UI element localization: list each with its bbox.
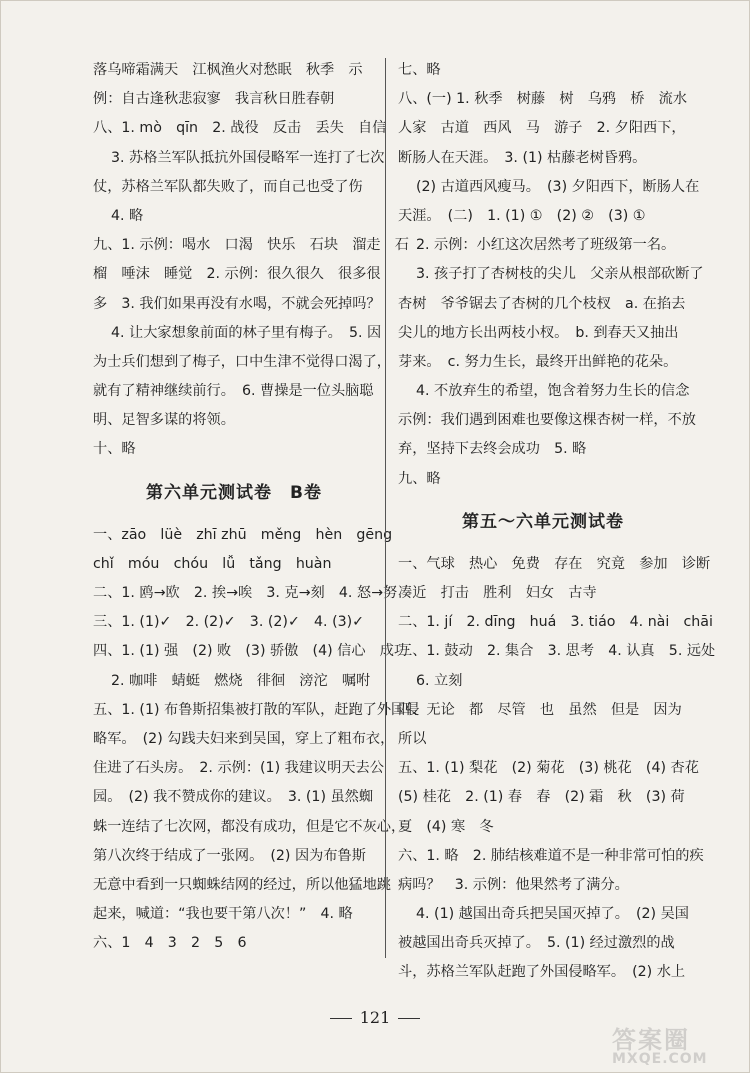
- answer-line: 五、1. (1) 布鲁斯招集被打散的军队，赶跑了外国侵: [93, 701, 420, 718]
- answer-line: 第八次终于结成了一张网。 (2) 因为布鲁斯: [93, 847, 366, 864]
- answer-line: 4. 略: [111, 207, 144, 224]
- answer-line: 榴 唾沫 睡觉 2. 示例：很久很久 很多很: [93, 266, 381, 283]
- answer-line: 6. 立刻: [416, 672, 463, 689]
- answer-line: 人家 古道 西风 马 游子 2. 夕阳西下，: [398, 120, 686, 137]
- answer-line: 四、1. (1) 强 (2) 败 (3) 骄傲 (4) 信心 成功: [93, 643, 409, 660]
- page-number: 121: [359, 1008, 391, 1027]
- answer-line: 4. (1) 越国出奇兵把吴国灭掉了。 (2) 吴国: [416, 906, 689, 923]
- answer-line: 一、气球 热心 免费 存在 究竟 参加 诊断: [398, 555, 711, 572]
- answer-line: 七、略: [398, 62, 441, 78]
- answer-line: 二、1. 鸥→欧 2. 挨→唉 3. 克→刻 4. 怒→努: [93, 585, 398, 601]
- answer-line: 尖儿的地方长出两枝小杈。 b. 到春天又抽出: [398, 324, 679, 341]
- section-title: 第六单元测试卷 B卷: [146, 482, 322, 503]
- answer-line: 3. 苏格兰军队抵抗外国侵略军一连打了七次: [111, 149, 385, 166]
- answer-line: 弃，坚持下去终会成功 5. 略: [398, 441, 587, 458]
- answer-line: 八、1. mò qīn 2. 战役 反击 丢失 自信: [93, 120, 387, 137]
- answer-line: 略军。 (2) 勾践夫妇来到吴国，穿上了粗布衣，: [93, 730, 395, 747]
- answer-line: 2. 示例：小红这次居然考了班级第一名。: [416, 237, 676, 254]
- footer-dash-right: [398, 1018, 420, 1019]
- answer-line: 九、略: [398, 470, 441, 487]
- answer-line: 无意中看到一只蜘蛛结网的经过，所以他猛地跳: [93, 876, 391, 893]
- answer-line: 一、zāo lüè zhī zhū měng hèn gēng: [93, 526, 393, 543]
- answer-line: 病吗？ 3. 示例：他果然考了满分。: [398, 876, 629, 893]
- answer-line: 所以: [398, 730, 427, 747]
- answer-line: 三、1. (1)✓ 2. (2)✓ 3. (2)✓ 4. (3)✓: [93, 614, 365, 631]
- answer-line: 二、1. jí 2. dīng huá 3. tiáo 4. nài chāi: [398, 614, 713, 631]
- answer-line: 六、1. 略 2. 肺结核难道不是一种非常可怕的疾: [398, 847, 704, 864]
- answer-line: (2) 古道西风瘦马。 (3) 夕阳西下，断肠人在: [416, 178, 700, 195]
- answer-line: 例：自古逢秋悲寂寥 我言秋日胜春朝: [93, 91, 335, 108]
- watermark-bottom-text: MXQE.COM: [612, 1051, 708, 1067]
- answer-line: 仗，苏格兰军队都失败了，而自己也受了伤: [93, 178, 363, 195]
- answer-line: 杏树 爷爷锯去了杏树的几个枝杈 a. 在掐去: [398, 295, 686, 312]
- answer-line: 2. 咖啡 蜻蜓 燃烧 徘徊 滂沱 嘱咐: [111, 672, 371, 689]
- section-title: 第五～六单元测试卷: [462, 511, 624, 532]
- watermark-logo: [612, 1020, 736, 1066]
- answer-line: 五、1. (1) 梨花 (2) 菊花 (3) 桃花 (4) 杏花: [398, 760, 699, 777]
- answer-line: chǐ móu chóu lǚ tǎng huàn: [93, 555, 332, 572]
- answer-line: 住进了石头房。 2. 示例：(1) 我建议明天去公: [93, 760, 384, 777]
- answer-line: 夏 (4) 寒 冬: [398, 818, 494, 835]
- answer-line: 八、(一) 1. 秋季 树藤 树 乌鸦 桥 流水: [398, 91, 688, 108]
- answer-line: 示例：我们遇到困难也要像这棵杏树一样，不放: [398, 412, 696, 429]
- answer-line: 园。 (2) 我不赞成你的建议。 3. (1) 虽然蜘: [93, 789, 374, 806]
- answer-line: 斗，苏格兰军队赶跑了外国侵略军。 (2) 水上: [398, 964, 686, 981]
- answer-line: 起来，喊道：“我也要干第八次！” 4. 略: [93, 906, 353, 923]
- watermark-top-text: 答案圈: [612, 1026, 690, 1054]
- answer-line: 4. 让大家想象前面的林子里有梅子。 5. 因: [111, 324, 382, 341]
- answer-line: 断肠人在天涯。 3. (1) 枯藤老树昏鸦。: [398, 149, 647, 166]
- answer-line: 六、1 4 3 2 5 6: [93, 935, 247, 952]
- answer-line: 就有了精神继续前行。 6. 曹操是一位头脑聪: [93, 383, 374, 400]
- answer-line: 明、足智多谋的将领。: [93, 412, 235, 429]
- answer-line: 落乌啼霜满天 江枫渔火对愁眠 秋季 示: [93, 62, 363, 78]
- right-column: [398, 56, 716, 988]
- answer-line: 4. 不放弃生的希望，饱含着努力生长的信念: [416, 383, 690, 400]
- answer-line: 三、1. 鼓动 2. 集合 3. 思考 4. 认真 5. 远处: [398, 643, 716, 660]
- answer-line: 3. 孩子打了杏树枝的尖儿 父亲从根部砍断了: [416, 266, 704, 283]
- answer-line: 四、无论 都 尽管 也 虽然 但是 因为: [398, 701, 682, 718]
- footer-dash-left: [330, 1018, 352, 1019]
- answer-line: 为士兵们想到了梅子，口中生津不觉得口渴了，: [93, 353, 391, 370]
- answer-line: 凑近 打击 胜利 妇女 古寺: [398, 585, 597, 601]
- column-divider: [385, 58, 386, 958]
- answer-line: 十、略: [93, 441, 136, 458]
- answer-line: 多 3. 我们如果再没有水喝，不就会死掉吗？: [93, 295, 381, 312]
- answer-line: (5) 桂花 2. (1) 春 春 (2) 霜 秋 (3) 荷: [398, 789, 685, 806]
- answer-line: 天涯。 (二) 1. (1) ① (2) ② (3) ①: [398, 207, 646, 224]
- answer-line: 芽来。 c. 努力生长，最终开出鲜艳的花朵。: [398, 353, 678, 370]
- answer-line: 蛛一连结了七次网，都没有成功，但是它不灰心，: [93, 818, 406, 835]
- answer-line: 被越国出奇兵灭掉了。 5. (1) 经过激烈的战: [398, 935, 675, 952]
- answer-line: 九、1. 示例：喝水 口渴 快乐 石块 溜走 石: [93, 237, 409, 254]
